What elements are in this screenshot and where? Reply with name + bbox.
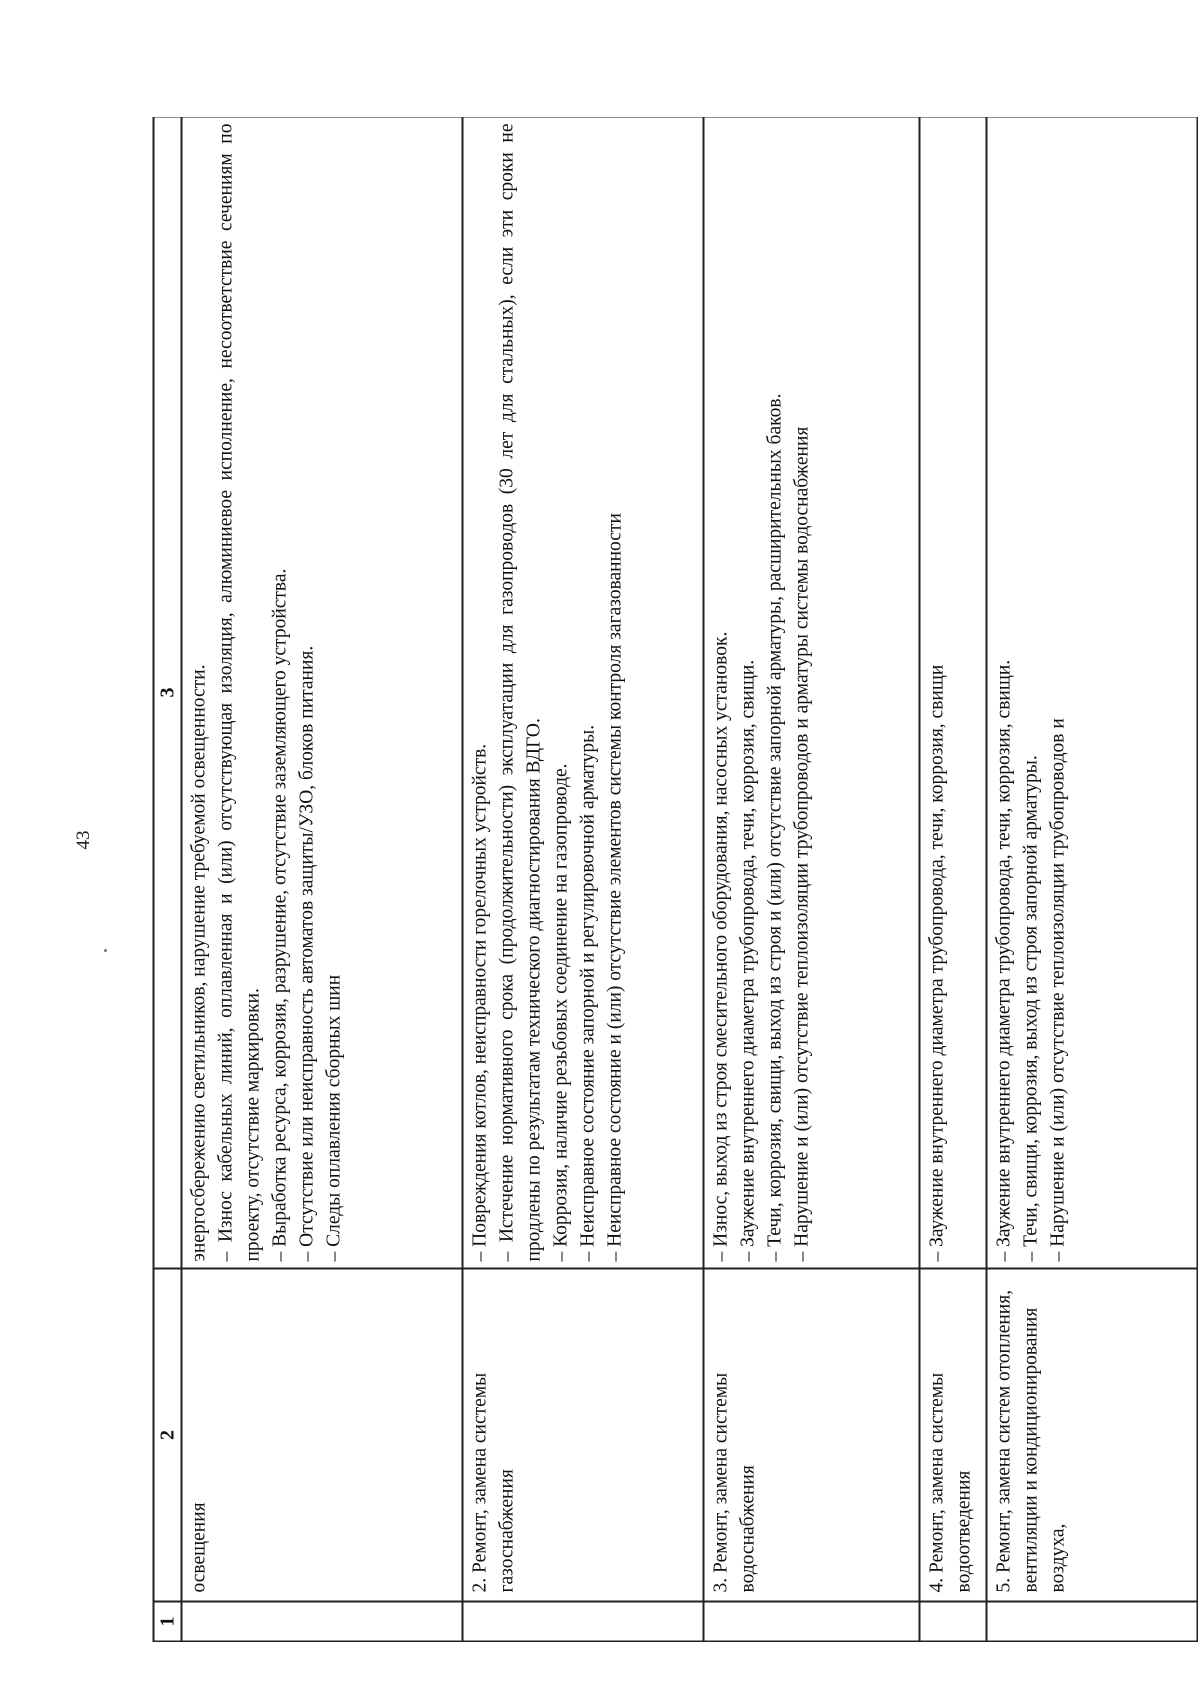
defect-line: – Заужение внутреннего диаметра трубопровода, течи, коррозия, свищи. bbox=[737, 659, 758, 1261]
rotated-table-frame bbox=[152, 117, 1198, 1642]
row-1-col-1 bbox=[181, 1601, 462, 1641]
defect-line: – Неисправное состояние запорной и регулировочной арматуры. bbox=[577, 724, 598, 1261]
row-4-defects bbox=[919, 117, 986, 1268]
defect-line: – Течи, коррозия, свищи, выход из строя и (или) отсутствие запорной арматуры, расширительных баков. bbox=[764, 393, 785, 1261]
row-2-defects bbox=[462, 117, 703, 1268]
defect-line: – Неисправное состояние и (или) отсутствие элементов системы контроля загазованности bbox=[604, 512, 625, 1261]
header-col-3: 3 bbox=[153, 117, 181, 1268]
table-header-row bbox=[153, 117, 181, 1641]
header-col-2: 2 bbox=[153, 1268, 181, 1601]
defect-line: энергосбережению светильников, нарушение требуемой освещенности. bbox=[188, 663, 209, 1261]
defect-line: – Нарушение и (или) отсутствие теплоизоляции трубопроводов и bbox=[1047, 717, 1068, 1261]
page-number: 43 bbox=[73, 830, 94, 850]
rotated-table-content bbox=[152, 117, 1198, 1642]
defect-line: – Выработка ресурса, коррозия, разрушение, отсутствие заземляющего устройства. bbox=[269, 568, 290, 1261]
row-3-col-1 bbox=[703, 1601, 919, 1641]
defect-line: – Заужение внутреннего диаметра трубопровода, течи, коррозия, свищи. bbox=[993, 659, 1014, 1261]
row-1-defects bbox=[181, 117, 462, 1268]
row-5-defects bbox=[986, 117, 1197, 1268]
defect-line: – Течи, свищи, коррозия, выход из строя запорной арматуры. bbox=[1020, 754, 1041, 1261]
table-row bbox=[986, 117, 1197, 1641]
table-row bbox=[919, 117, 986, 1641]
row-4-work-type: 4. Ремонт, замена системы водоотведения bbox=[919, 1268, 986, 1601]
scan-speck bbox=[104, 949, 107, 952]
row-5-col-1 bbox=[986, 1601, 1197, 1641]
defect-line: – Износ кабельных линий, оплавленная и (или) отсутствующая изоляция, алюминиевое исполнение, несоответствие сечениям по проекту, отсутствие маркировки. bbox=[215, 123, 263, 1261]
row-5-work-type: 5. Ремонт, замена систем отопления, вентиляции и кондиционирования воздуха, bbox=[986, 1268, 1197, 1601]
defect-line: – Коррозия, наличие резьбовых соединение на газопроводе. bbox=[550, 762, 571, 1261]
defect-line: – Заужение внутреннего диаметра трубопровода, течи, коррозия, свищи bbox=[926, 664, 947, 1261]
defect-line: – Истечение нормативного срока (продолжительности) эксплуатации для газопроводов (30 лет для стальных), если эти сроки не продлены по результатам технического диагностирования ВДГО. bbox=[496, 123, 544, 1261]
table-row bbox=[703, 117, 919, 1641]
defect-line: – Повреждения котлов, неисправности горелочных устройств. bbox=[469, 743, 490, 1261]
defect-line: – Износ, выход из строя смесительного оборудования, насосных установок. bbox=[710, 631, 731, 1261]
table-row bbox=[462, 117, 703, 1641]
defect-line: – Отсутствие или неисправность автоматов защиты/УЗО, блоков питания. bbox=[296, 645, 317, 1261]
row-1-work-type: освещения bbox=[181, 1268, 462, 1601]
row-3-defects bbox=[703, 117, 919, 1268]
row-2-work-type: 2. Ремонт, замена системы газоснабжения bbox=[462, 1268, 703, 1601]
row-4-col-1 bbox=[919, 1601, 986, 1641]
defect-line: – Следы оплавления сборных шин bbox=[323, 974, 344, 1261]
table-row bbox=[181, 117, 462, 1641]
defect-line: – Нарушение и (или) отсутствие теплоизоляции трубопроводов и арматуры системы водоснабжения bbox=[791, 426, 812, 1261]
requirements-table bbox=[152, 117, 1198, 1642]
row-2-col-1 bbox=[462, 1601, 703, 1641]
row-3-work-type: 3. Ремонт, замена системы водоснабжения bbox=[703, 1268, 919, 1601]
header-col-1: 1 bbox=[153, 1601, 181, 1641]
